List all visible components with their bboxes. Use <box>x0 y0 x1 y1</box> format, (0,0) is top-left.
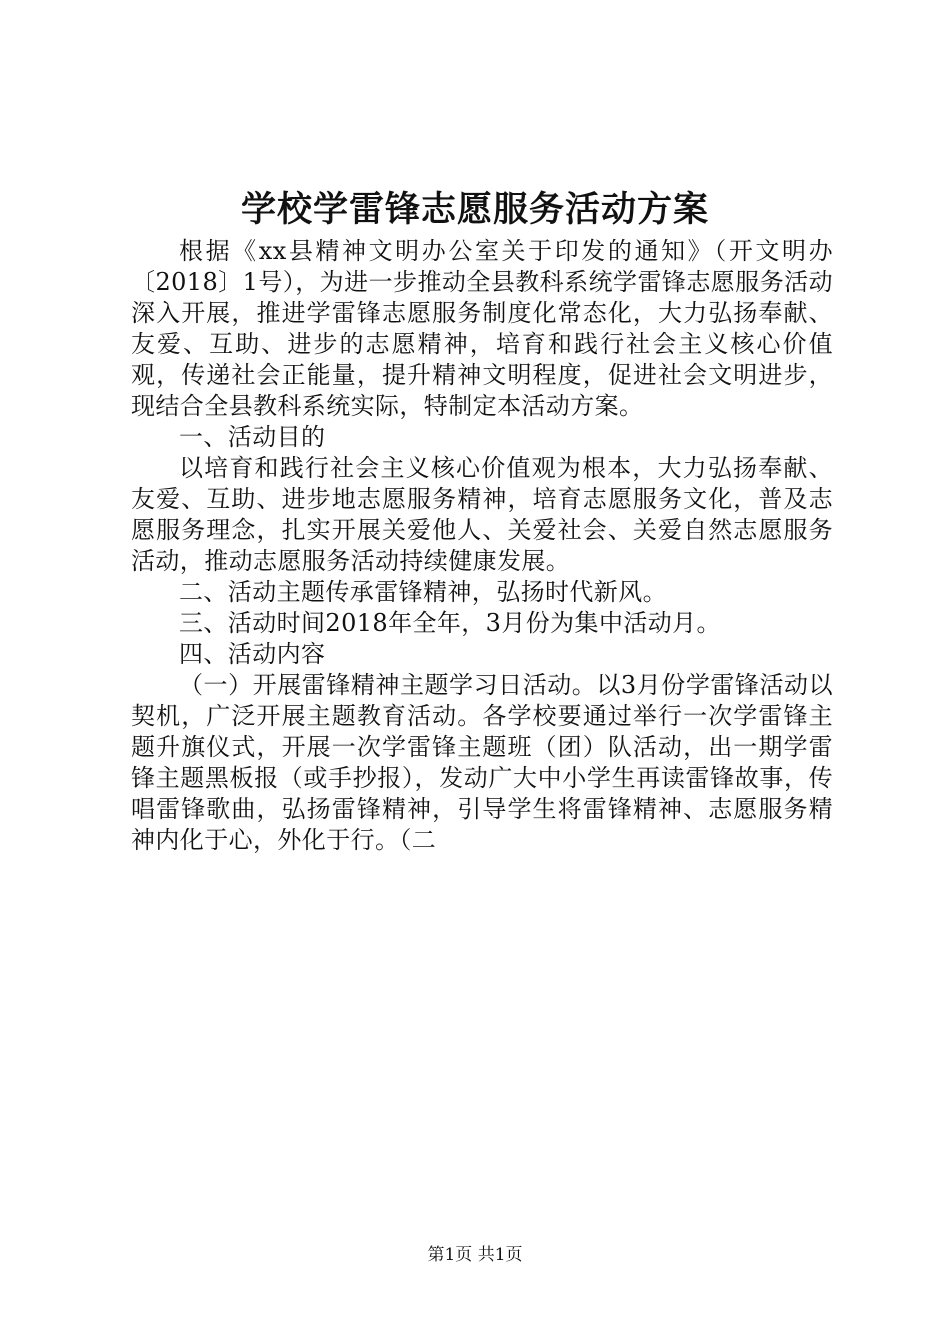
heading-activity-time: 三、活动时间2018年全年，3月份为集中活动月。 <box>179 609 721 637</box>
paragraph-intro: 根据《xx县精神文明办公室关于印发的通知》（开文明办〔2018〕1号），为进一步推动全县教科系统学雷锋志愿服务活动深入开展，推进学雷锋志愿服务制度化常态化，大力弘扬奉献、友爱、互助、进步的志愿精神，培育和践行社会主义核心价值观，传递社会正能量，提升精神文明程度，促进社会文明进步，现结合全县教科系统实际，特制定本活动方案。 <box>131 237 833 420</box>
paragraph-activity-purpose: 以培育和践行社会主义核心价值观为根本，大力弘扬奉献、友爱、互助、进步地志愿服务精神，培育志愿服务文化，普及志愿服务理念，扎实开展关爱他人、关爱社会、关爱自然志愿服务活动，推动志愿服务活动持续健康发展。 <box>131 454 833 575</box>
page-footer: 第1页 共1页 <box>427 1245 523 1265</box>
document-title: 学校学雷锋志愿服务活动方案 <box>240 189 709 230</box>
heading-activity-theme: 二、活动主题传承雷锋精神，弘扬时代新风。 <box>179 578 667 606</box>
paragraph-activity-content-1: （一）开展雷锋精神主题学习日活动。以3月份学雷锋活动以契机，广泛开展主题教育活动。各学校要通过举行一次学雷锋主题升旗仪式，开展一次学雷锋主题班（团）队活动，出一期学雷锋主题黑板报（或手抄报），发动广大中小学生再读雷锋故事，传唱雷锋歌曲，弘扬雷锋精神，引导学生将雷锋精神、志愿服务精神内化于心，外化于行。（二 <box>131 671 833 854</box>
heading-activity-purpose: 一、活动目的 <box>179 423 326 451</box>
document-body <box>131 236 833 856</box>
heading-activity-content: 四、活动内容 <box>179 640 326 668</box>
